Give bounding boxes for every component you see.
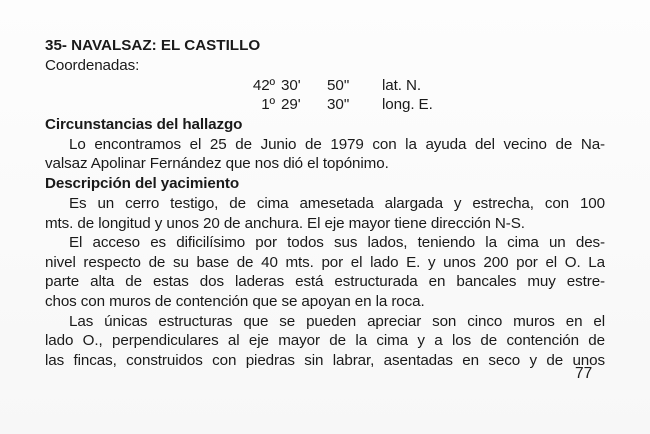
paragraph-line: parte alta de estas dos laderas está estructurada en bancales muy estre- [45, 273, 605, 291]
coordinate-row-longitude [45, 95, 605, 115]
section-heading-descripcion: Descripción del yacimiento [45, 174, 240, 192]
latitude-label: lat. N. [382, 76, 421, 94]
longitude-minutes: 29' [281, 96, 301, 114]
longitude-degrees: 1º [261, 96, 275, 114]
longitude-seconds: 30'' [327, 96, 350, 114]
paragraph-line: valsaz Apolinar Fernández que nos dió el topónimo. [45, 155, 389, 173]
coordinates-label: Coordenadas: [45, 57, 140, 74]
paragraph-line: chos con muros de contención que se apoyan en la roca. [45, 292, 425, 310]
paragraph-line: lado O., perpendiculares al eje mayor de la cima y a los de contención de [45, 332, 605, 350]
section-heading-hallazgo: Circunstancias del hallazgo [45, 115, 243, 133]
paragraph-line: mts. de longitud y unos 20 de anchura. El eje mayor tiene dirección N-S. [45, 214, 525, 232]
page-number: 77 [575, 365, 593, 382]
latitude-seconds: 50'' [327, 76, 350, 94]
paragraph-line: nivel respecto de su base de 40 mts. por el lado E. y unos 200 por el O. La [45, 253, 605, 271]
paragraph-line: Es un cerro testigo, de cima amesetada alargada y estrecha, con 100 [69, 194, 605, 212]
document-body [45, 36, 605, 370]
paragraph-line: Lo encontramos el 25 de Junio de 1979 con la ayuda del vecino de Na- [69, 135, 605, 153]
paragraph-line: las fincas, construidos con piedras sin labrar, asentadas en seco y de unos [45, 351, 605, 369]
latitude-degrees: 42º [252, 76, 275, 94]
latitude-minutes: 30' [281, 76, 301, 94]
page-title: 35- NAVALSAZ: EL CASTILLO [45, 37, 261, 54]
coordinate-row-latitude [45, 76, 605, 96]
longitude-label: long. E. [382, 96, 433, 114]
paragraph-line: Las únicas estructuras que se pueden apreciar son cinco muros en el [69, 312, 605, 330]
paragraph-line: El acceso es dificilísimo por todos sus lados, teniendo la cima un des- [69, 234, 605, 252]
